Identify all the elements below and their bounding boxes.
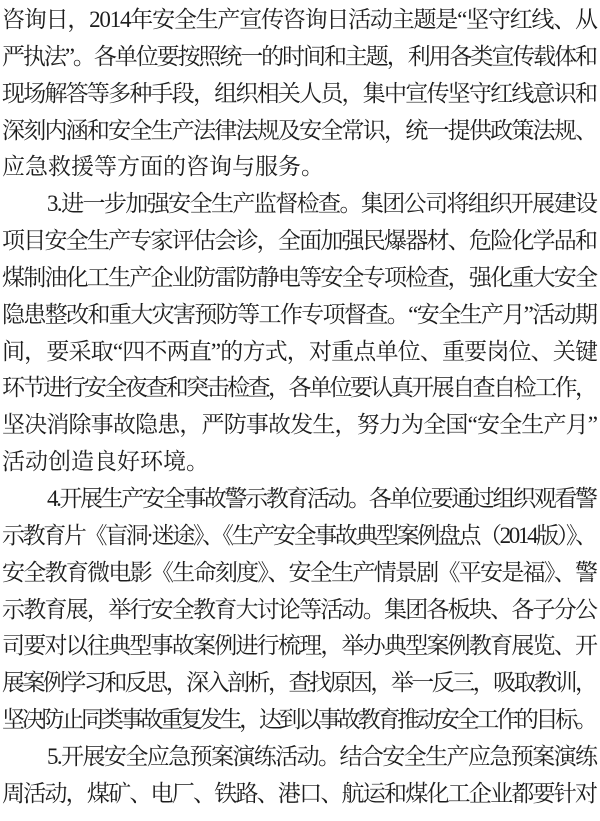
text-line: [2, 2, 598, 39]
text-line: [2, 39, 598, 76]
text-line: [2, 223, 598, 260]
text-line: [2, 481, 598, 518]
text-line-content: 环节进行安全夜查和突击检查，各单位要认真开展自查自检工作，: [2, 375, 596, 401]
text-line-content: 坚决消除事故隐患，严防事故发生，努力为全国“安全生产月”: [2, 412, 598, 438]
text-line: [2, 592, 598, 629]
text-line-content: 展案例学习和反思，深入剖析，查找原因，举一反三，吸取教训，: [2, 670, 596, 696]
text-line: [2, 186, 598, 223]
text-line: [2, 444, 598, 481]
text-line-content: 周活动，煤矿、电厂、铁路、港口、航运和煤化工企业都要针对: [2, 780, 597, 806]
text-line-content: 示教育片《盲洞·迷途》、《生产安全事故典型案例盘点（2014版）》、: [2, 522, 596, 548]
text-line: [2, 260, 598, 297]
text-line: [2, 518, 598, 555]
text-line-content: 项目安全生产专家评估会诊，全面加强民爆器材、危险化学品和: [2, 228, 597, 254]
text-line: [2, 555, 598, 592]
text-line: [2, 665, 598, 702]
text-line-content: 司要对以往典型事故案例进行梳理，举办典型案例教育展览、开: [2, 633, 597, 659]
text-line-content: 现场解答等多种手段，组织相关人员，集中宣传坚守红线意识和: [2, 80, 597, 106]
text-line-content: 煤制油化工生产企业防雷防静电等安全专项检查，强化重大安全: [2, 264, 597, 290]
text-line: [2, 739, 598, 776]
text-line: [2, 113, 598, 150]
text-line: [2, 149, 598, 186]
text-line-content: 咨询日，2014年安全生产宣传咨询日活动主题是“坚守红线、从: [2, 7, 597, 32]
text-line-content: 应急救援等方面的咨询与服务。: [2, 154, 324, 180]
text-line-content: 4.开展生产安全事故警示教育活动。各单位要通过组织观看警: [47, 485, 596, 511]
text-line: [2, 297, 598, 334]
text-line-content: 示教育展，举行安全教育大讨论等活动。集团各板块、各子分公: [2, 596, 597, 622]
text-line: [2, 702, 598, 739]
text-line: [2, 407, 598, 444]
text-line-content: 安全教育微电影《生命刻度》、安全生产情景剧《平安是福》、警: [2, 559, 597, 585]
text-line: [2, 628, 598, 665]
text-line-content: 隐患整改和重大灾害预防等工作专项督查。“安全生产月”活动期: [2, 301, 597, 327]
text-line: [2, 76, 598, 113]
text-line-content: 5.开展安全应急预案演练活动。结合安全生产应急预案演练: [47, 743, 597, 769]
text-line-content: 活动创造良好环境。: [2, 449, 209, 475]
text-line: [2, 334, 598, 371]
text-line-content: 严执法”。各单位要按照统一的时间和主题，利用各类宣传载体和: [2, 43, 596, 69]
text-line-content: 坚决防止同类事故重复发生，达到以事故教育推动安全工作的目标。: [2, 707, 595, 733]
text-line-content: 深刻内涵和安全生产法律法规及安全常识，统一提供政策法规、: [2, 117, 597, 143]
text-line-content: 间，要采取“四不两直”的方式，对重点单位、重要岗位、关键: [2, 338, 598, 364]
text-line: [2, 776, 598, 813]
text-line: [2, 370, 598, 407]
text-line-content: 3.进一步加强安全生产监督检查。集团公司将组织开展建设: [47, 191, 597, 217]
page-text: [2, 2, 598, 813]
